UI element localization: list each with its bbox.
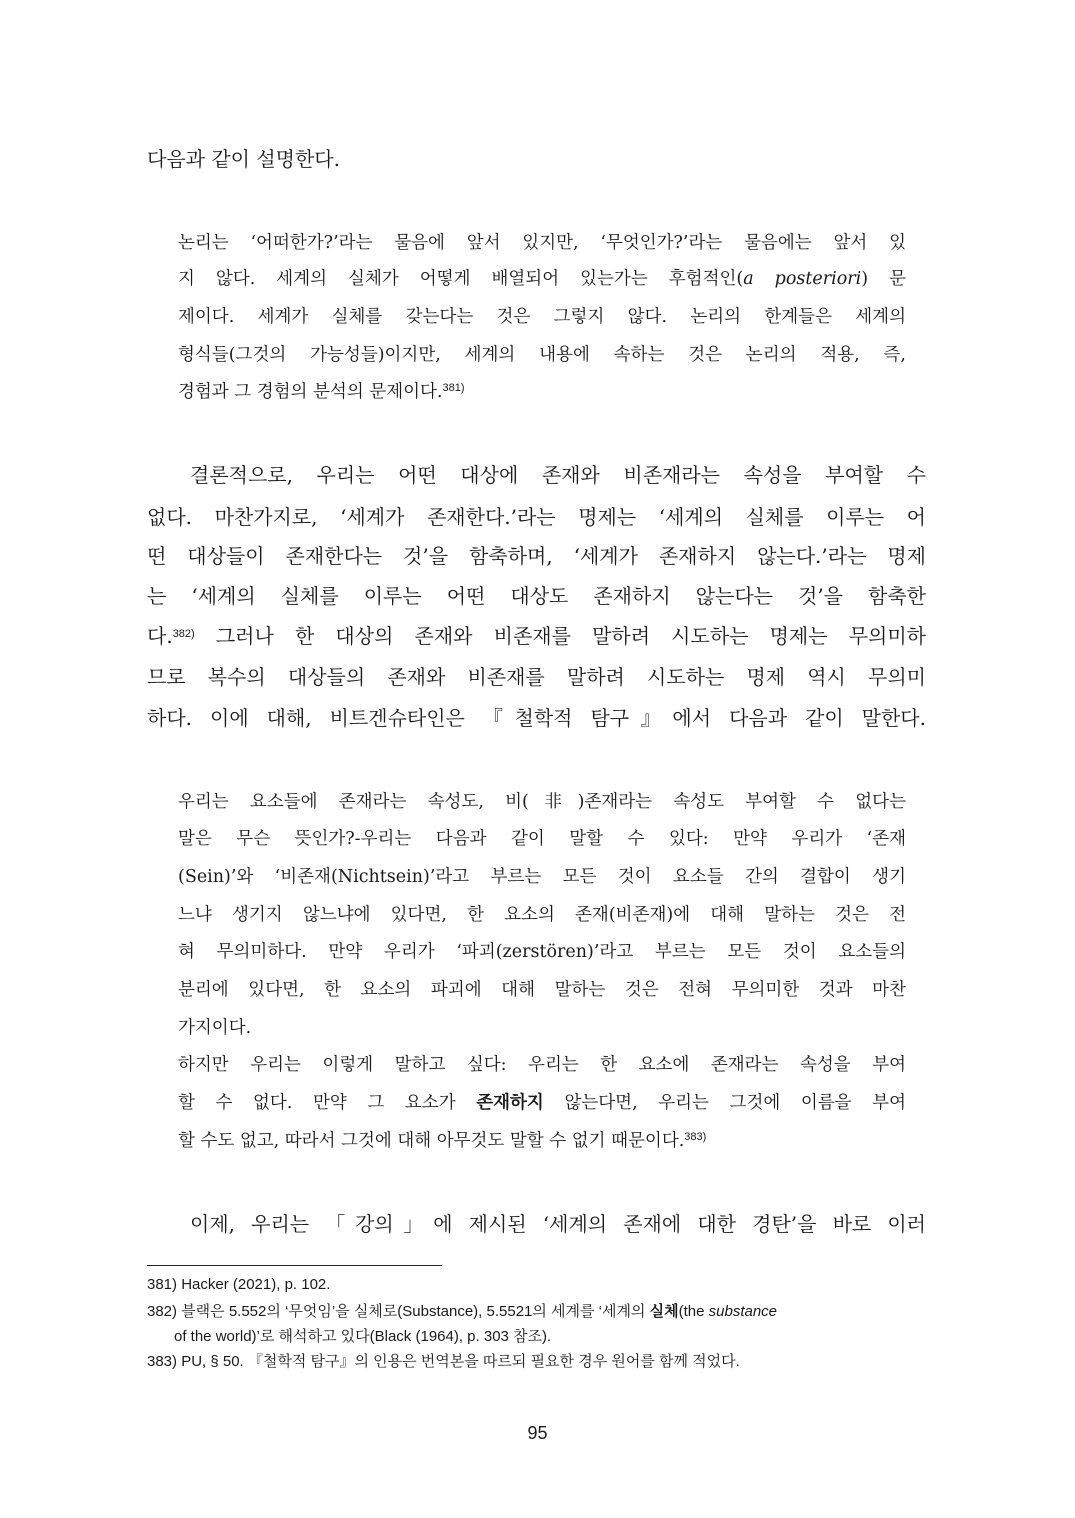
footnote-382-cont: of the world)’로 해석하고 있다(Black (1964), p. 303 참조).: [174, 1328, 552, 1345]
body-line: 하다. 이에 대해, 비트겐슈타인은 『철학적 탐구』에서 다음과 같이 말한다.: [147, 706, 926, 730]
footnote-text: 382) 블랙은 5.552의 ‘무엇임’을 실체로(Substance), 5.5521의 세계를 ‘세계의: [147, 1303, 650, 1320]
quote-line: 느냐 생기지 않느냐에 있다면, 한 요소의 존재(비존재)에 대해 말하는 것은 전: [178, 905, 906, 925]
footnote-ref[interactable]: 381): [442, 382, 465, 394]
quote-line: [178, 1089, 906, 1114]
quote-text: 할 수도 없고, 따라서 그것에 대해 아무것도 말할 수 없기 때문이다.: [178, 1131, 685, 1151]
body-text: 그러나 한 대상의 존재와 비존재를 말하려 시도하는 명제는 무의미하: [194, 624, 926, 648]
footnote-ref[interactable]: 383): [684, 1131, 707, 1143]
body-line: 이제, 우리는 「강의」에 제시된 ‘세계의 존재에 대한 경탄’을 바로 이러: [190, 1212, 926, 1236]
quote-line: 논리는 ‘어떠한가?’라는 물음에 앞서 있지만, ‘무엇인가?’라는 물음에는 앞서 있: [178, 233, 906, 253]
footnote-text: (the: [678, 1303, 709, 1320]
quote-text: 않는다면, 우리는 그것에 이름을 부여: [543, 1093, 906, 1113]
page-number: 95: [527, 1423, 548, 1443]
quote-line: 하지만 우리는 이렇게 말하고 싶다: 우리는 한 요소에 존재라는 속성을 부여: [178, 1055, 906, 1075]
footnote-383: 383) PU, § 50. 『철학적 탐구』의 인용은 번역본을 따르되 필요한 경우 원어를 함께 적었다.: [147, 1353, 740, 1370]
quote-line: 제이다. 세계가 실체를 갖는다는 것은 그렇지 않다. 논리의 한계들은 세계의: [178, 307, 906, 327]
quote-line: 우리는 요소들에 존재라는 속성도, 비(非)존재라는 속성도 부여할 수 없다는: [178, 792, 906, 812]
quote-line: 혀 무의미하다. 만약 우리가 ‘파괴(zerstören)’라고 부르는 모든 것이 요소들의: [178, 942, 906, 962]
body-line: 결론적으로, 우리는 어떤 대상에 존재와 비존재라는 속성을 부여할 수: [190, 463, 926, 487]
quote-text: ) 문: [861, 269, 906, 289]
quote-line: (Sein)’와 ‘비존재(Nichtsein)’라고 부르는 모든 것이 요소들 간의 결합이 생기: [178, 867, 906, 887]
quote-text: 경험과 그 경험의 분석의 문제이다.: [178, 382, 443, 402]
quote-line: 가지이다.: [178, 1018, 252, 1038]
quote-line: [178, 378, 465, 403]
body-line: 떤 대상들이 존재한다는 것’을 함축하며, ‘세계가 존재하지 않는다.’라는 명제: [147, 544, 926, 568]
footnote-separator: [147, 1265, 442, 1266]
body-text: 다.: [147, 624, 173, 648]
emphasis-text: 실체: [649, 1303, 679, 1320]
quote-line: 말은 무슨 뜻인가?-우리는 다음과 같이 말할 수 있다: 만약 우리가 ‘존재: [178, 829, 906, 849]
footnote-382: [147, 1300, 777, 1321]
quote-line: 분리에 있다면, 한 요소의 파괴에 대해 말하는 것은 전혀 무의미한 것과 마찬: [178, 980, 906, 1000]
quote-text: 할 수 없다. 만약 그 요소가: [178, 1093, 477, 1113]
quote-text: 지 않다. 세계의 실체가 어떻게 배열되어 있는가는 후험적인(: [178, 269, 744, 289]
text-line: 다음과 같이 설명한다.: [147, 147, 340, 171]
footnote-381: 381) Hacker (2021), p. 102.: [147, 1276, 331, 1293]
quote-line: [178, 1127, 706, 1152]
latin-term: substance: [708, 1303, 778, 1320]
emphasis-text: 존재하지: [476, 1093, 544, 1113]
body-line: 없다. 마찬가지로, ‘세계가 존재한다.’라는 명제는 ‘세계의 실체를 이루는 어: [147, 505, 926, 529]
body-line: 는 ‘세계의 실체를 이루는 어떤 대상도 존재하지 않는다는 것’을 함축한: [147, 584, 926, 608]
footnote-ref[interactable]: 382): [172, 628, 195, 640]
latin-term: a posteriori: [743, 269, 862, 289]
body-line: 므로 복수의 대상들의 존재와 비존재를 말하려 시도하는 명제 역시 무의미: [147, 665, 926, 689]
quote-line: [178, 265, 906, 290]
quote-line: 형식들(그것의 가능성들)이지만, 세계의 내용에 속하는 것은 논리의 적용, 즉,: [178, 345, 906, 365]
body-line: [147, 620, 926, 649]
